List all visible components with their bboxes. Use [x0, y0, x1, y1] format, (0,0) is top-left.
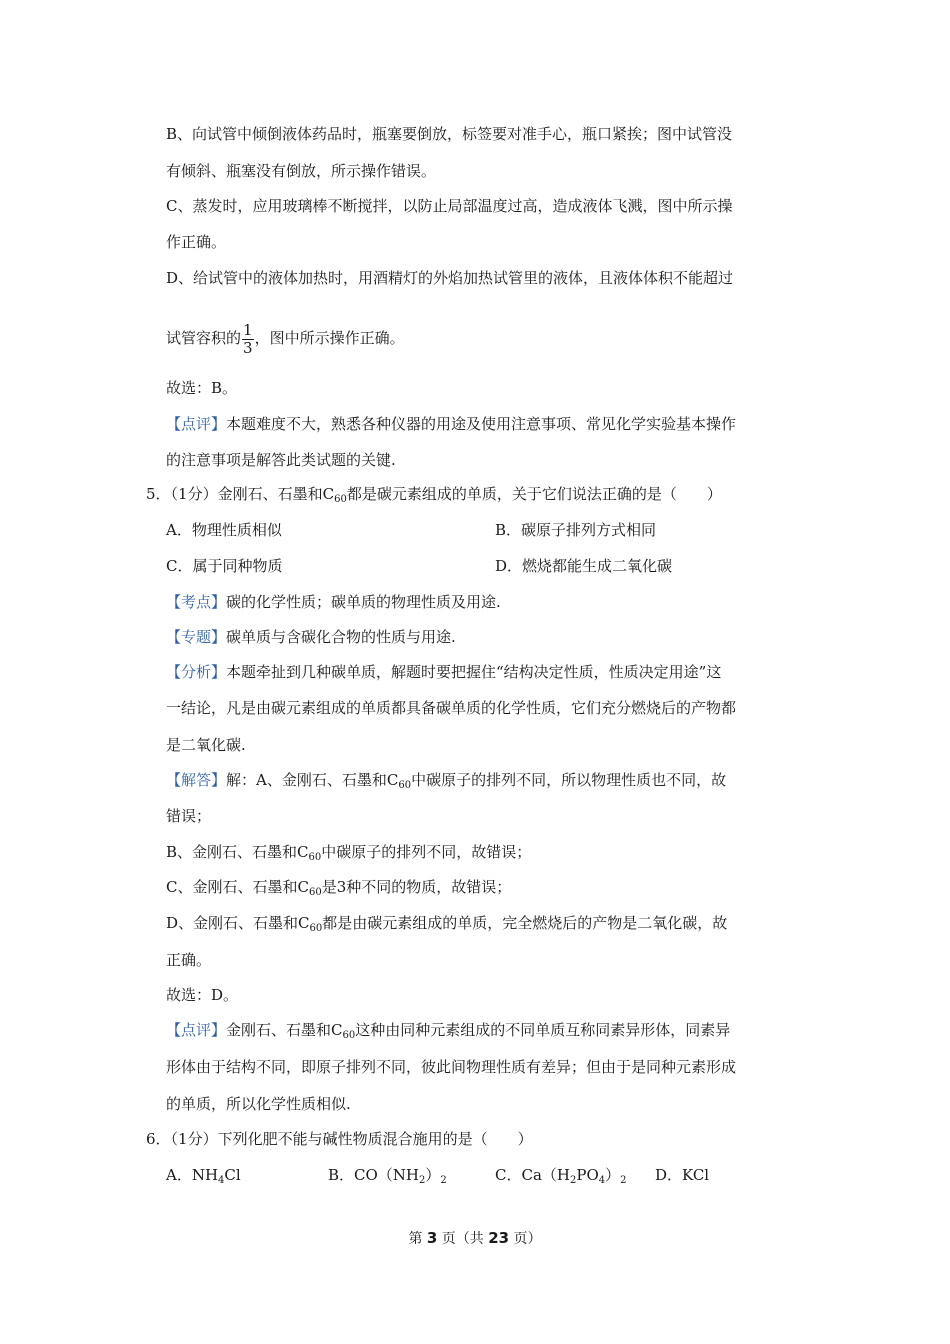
dianping-tag: 【点评】 — [166, 1021, 227, 1039]
q5-jieda-d-line1 — [166, 913, 727, 933]
jieda-c-post: 是3种不同的物质，故错误； — [321, 878, 512, 896]
analysis-d-line1: D、给试管中的液体加热时，用酒精灯的外焰加热试管里的液体，且液体体积不能超过 — [166, 269, 734, 287]
analysis-d-line2 — [166, 318, 405, 358]
fraction-denominator: 3 — [243, 338, 253, 357]
comment-q4-line1 — [166, 414, 736, 434]
q5-jieda-d-line2: 正确。 — [166, 951, 212, 969]
q6-c-pre: C．Ca（H — [495, 1166, 570, 1184]
analysis-b-line1: B、向试管中倾倒液体药品时，瓶塞要倒放，标签要对准手心，瓶口紧挨；图中试管没 — [166, 125, 733, 143]
q6-option-c — [495, 1165, 627, 1185]
q6-b-mid: ） — [425, 1166, 441, 1184]
footer-pre: 第 — [408, 1231, 427, 1247]
subscript-60: 60 — [342, 1030, 356, 1041]
q5-kaodian — [166, 592, 501, 612]
q5-stem-rest: 都是碳元素组成的单质，关于它们说法正确的是（ ） — [346, 485, 722, 503]
answer-choice-q4: 故选：B。 — [166, 379, 238, 397]
analysis-d-line2-pre: 试管容积的 — [166, 329, 242, 347]
comment-q4-text1: 本题难度不大，熟悉各种仪器的用途及使用注意事项、常见化学实验基本操作 — [226, 415, 737, 433]
q5-option-c: C．属于同种物质 — [166, 557, 283, 575]
analysis-c-line2: 作正确。 — [166, 233, 227, 251]
jieda-c-pre: C、金刚石、石墨和C — [166, 878, 309, 896]
zhuanti-text: 碳单质与含碳化合物的性质与用途. — [226, 628, 456, 646]
fraction-numerator: 1 — [243, 320, 253, 339]
kaodian-text: 碳的化学性质；碳单质的物理性质及用途. — [226, 593, 501, 611]
q6-b-sub: 2 — [419, 1175, 426, 1186]
q5-option-a: A．物理性质相似 — [166, 521, 282, 539]
footer-post: 页） — [509, 1231, 542, 1247]
q5-fenxi-line1 — [166, 662, 721, 682]
subscript-60: 60 — [309, 923, 323, 934]
analysis-b-line2: 有倾斜、瓶塞没有倒放，所示操作错误。 — [166, 162, 437, 180]
q6-c-sub3: 2 — [620, 1175, 627, 1186]
jieda-tag: 【解答】 — [166, 771, 227, 789]
answer-choice-q5: 故选：D。 — [166, 986, 239, 1004]
page-footer — [0, 1228, 950, 1248]
jieda-text1-post: 中碳原子的排列不同，所以物理性质也不同，故 — [411, 771, 727, 789]
subscript-60: 60 — [334, 494, 347, 505]
page-total: 23 — [488, 1229, 510, 1247]
q6-option-a — [166, 1165, 241, 1185]
q6-c-post: ） — [605, 1166, 621, 1184]
subscript-60: 60 — [398, 780, 412, 791]
q5-stem-pre: 5．（1分）金刚石、石墨和C — [146, 485, 335, 503]
comment-q4-line2: 的注意事项是解答此类试题的关键. — [166, 451, 396, 469]
question-5-stem — [146, 484, 722, 504]
dianping-text1-post: 这种由同种元素组成的不同单质互称同素异形体，同素异 — [355, 1021, 731, 1039]
q5-dianping-line1 — [166, 1020, 730, 1040]
jieda-d-pre: D、金刚石、石墨和C — [166, 914, 310, 932]
fenxi-text1: 本题牵扯到几种碳单质，解题时要把握住“结构决定性质，性质决定用途”这 — [226, 663, 722, 681]
jieda-b-post: 中碳原子的排列不同，故错误； — [321, 843, 532, 861]
q5-dianping-line3: 的单质，所以化学性质相似. — [166, 1095, 351, 1113]
q6-c-mid: PO — [576, 1166, 599, 1184]
q5-fenxi-line3: 是二氧化碳. — [166, 736, 246, 754]
q6-option-d: D．KCl — [655, 1166, 710, 1184]
page-number: 3 — [426, 1229, 438, 1247]
subscript-60: 60 — [308, 887, 322, 898]
comment-tag: 【点评】 — [166, 415, 227, 433]
q6-a-post: Cl — [224, 1166, 241, 1184]
q5-dianping-line2: 形体由于结构不同，即原子排列不同，彼此间物理性质有差异；但由于是同种元素形成 — [166, 1058, 737, 1076]
q6-c-sub2: 4 — [598, 1175, 606, 1186]
zhuanti-tag: 【专题】 — [166, 628, 227, 646]
analysis-c-line1: C、蒸发时，应用玻璃棒不断搅拌，以防止局部温度过高，造成液体飞溅，图中所示操 — [166, 197, 733, 215]
footer-mid: 页（共 — [437, 1231, 489, 1247]
q5-option-b: B．碳原子排列方式相同 — [495, 521, 657, 539]
q6-c-sub: 2 — [569, 1175, 577, 1186]
q6-option-b — [328, 1165, 447, 1185]
analysis-d-line2-post: ，图中所示操作正确。 — [254, 329, 405, 347]
subscript-60: 60 — [308, 852, 322, 863]
dianping-text1-pre: 金刚石、石墨和C — [226, 1021, 343, 1039]
q5-jieda-c — [166, 877, 511, 897]
question-6-stem: 6．（1分）下列化肥不能与碱性物质混合施用的是（ ） — [146, 1130, 533, 1148]
q6-a-pre: A．NH — [166, 1166, 219, 1184]
jieda-text1-pre: 解：A、金刚石、石墨和C — [226, 771, 399, 789]
q5-option-d: D．燃烧都能生成二氧化碳 — [495, 557, 673, 575]
q5-jieda-b — [166, 842, 531, 862]
jieda-b-pre: B、金刚石、石墨和C — [166, 843, 309, 861]
q5-fenxi-line2: 一结论，凡是由碳元素组成的单质都具备碳单质的化学性质，它们充分燃烧后的产物都 — [166, 699, 737, 717]
kaodian-tag: 【考点】 — [166, 593, 227, 611]
fraction-one-third — [242, 322, 254, 357]
q5-zhuanti — [166, 627, 456, 647]
q5-jieda-line2: 错误； — [166, 807, 212, 825]
q6-a-sub: 4 — [218, 1175, 225, 1186]
q5-jieda-line1 — [166, 770, 726, 790]
jieda-d-post: 都是由碳元素组成的单质，完全燃烧后的产物是二氧化碳，故 — [322, 914, 728, 932]
q6-b-pre: B．CO（NH — [328, 1166, 420, 1184]
q6-b-sub2: 2 — [440, 1175, 447, 1186]
fenxi-tag: 【分析】 — [166, 663, 227, 681]
